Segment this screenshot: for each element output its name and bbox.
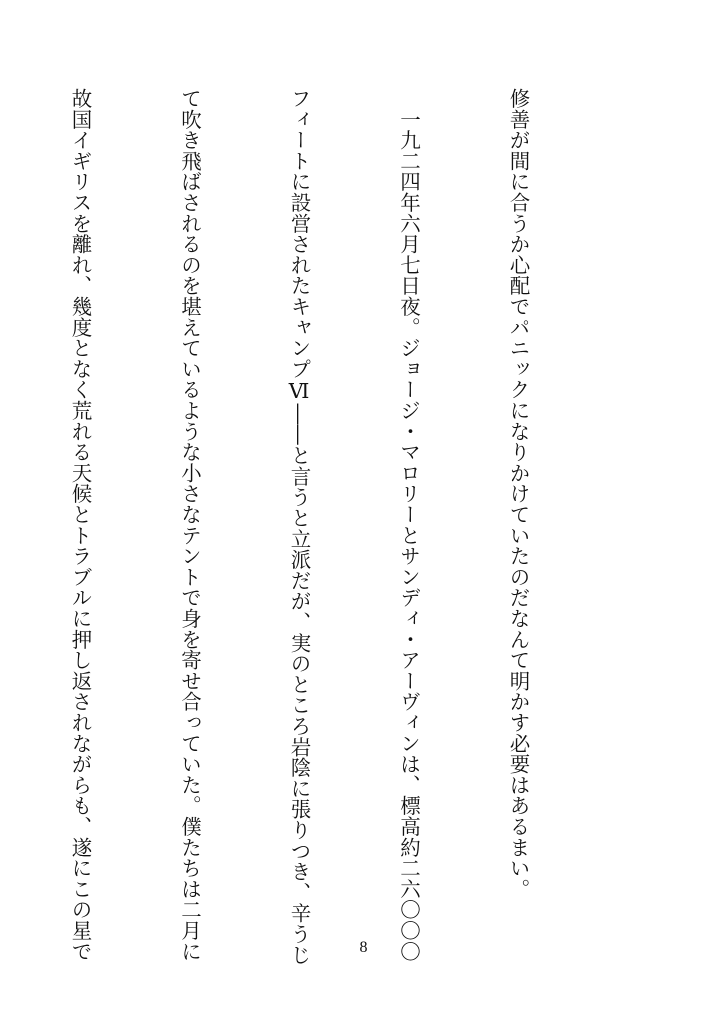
body-text [0,88,609,966]
text-line: 一九二四年六月七日夜。ジョージ・マロリーとサンディ・アーヴィンは、標高約二六〇〇〇 [396,88,421,962]
page-number: 8 [359,939,368,956]
text-line: 修善が間に合うか心配でパニックになりかけていたのだなんて明かす必要はあるまい。 [506,88,530,900]
text-line: 故国イギリスを離れ、幾度となく荒れる天候とトラブルに押し返されながらも、遂にこの星で [68,88,92,962]
text-line: フィートに設営されたキャンプⅥ――と言うと立派だが、実のところ岩陰に張りつき、辛うじ [287,88,311,966]
text-line: て吹き飛ばされるのを堪えているような小さなテントで身を寄せ合っていた。僕たちは二月に [177,88,202,962]
